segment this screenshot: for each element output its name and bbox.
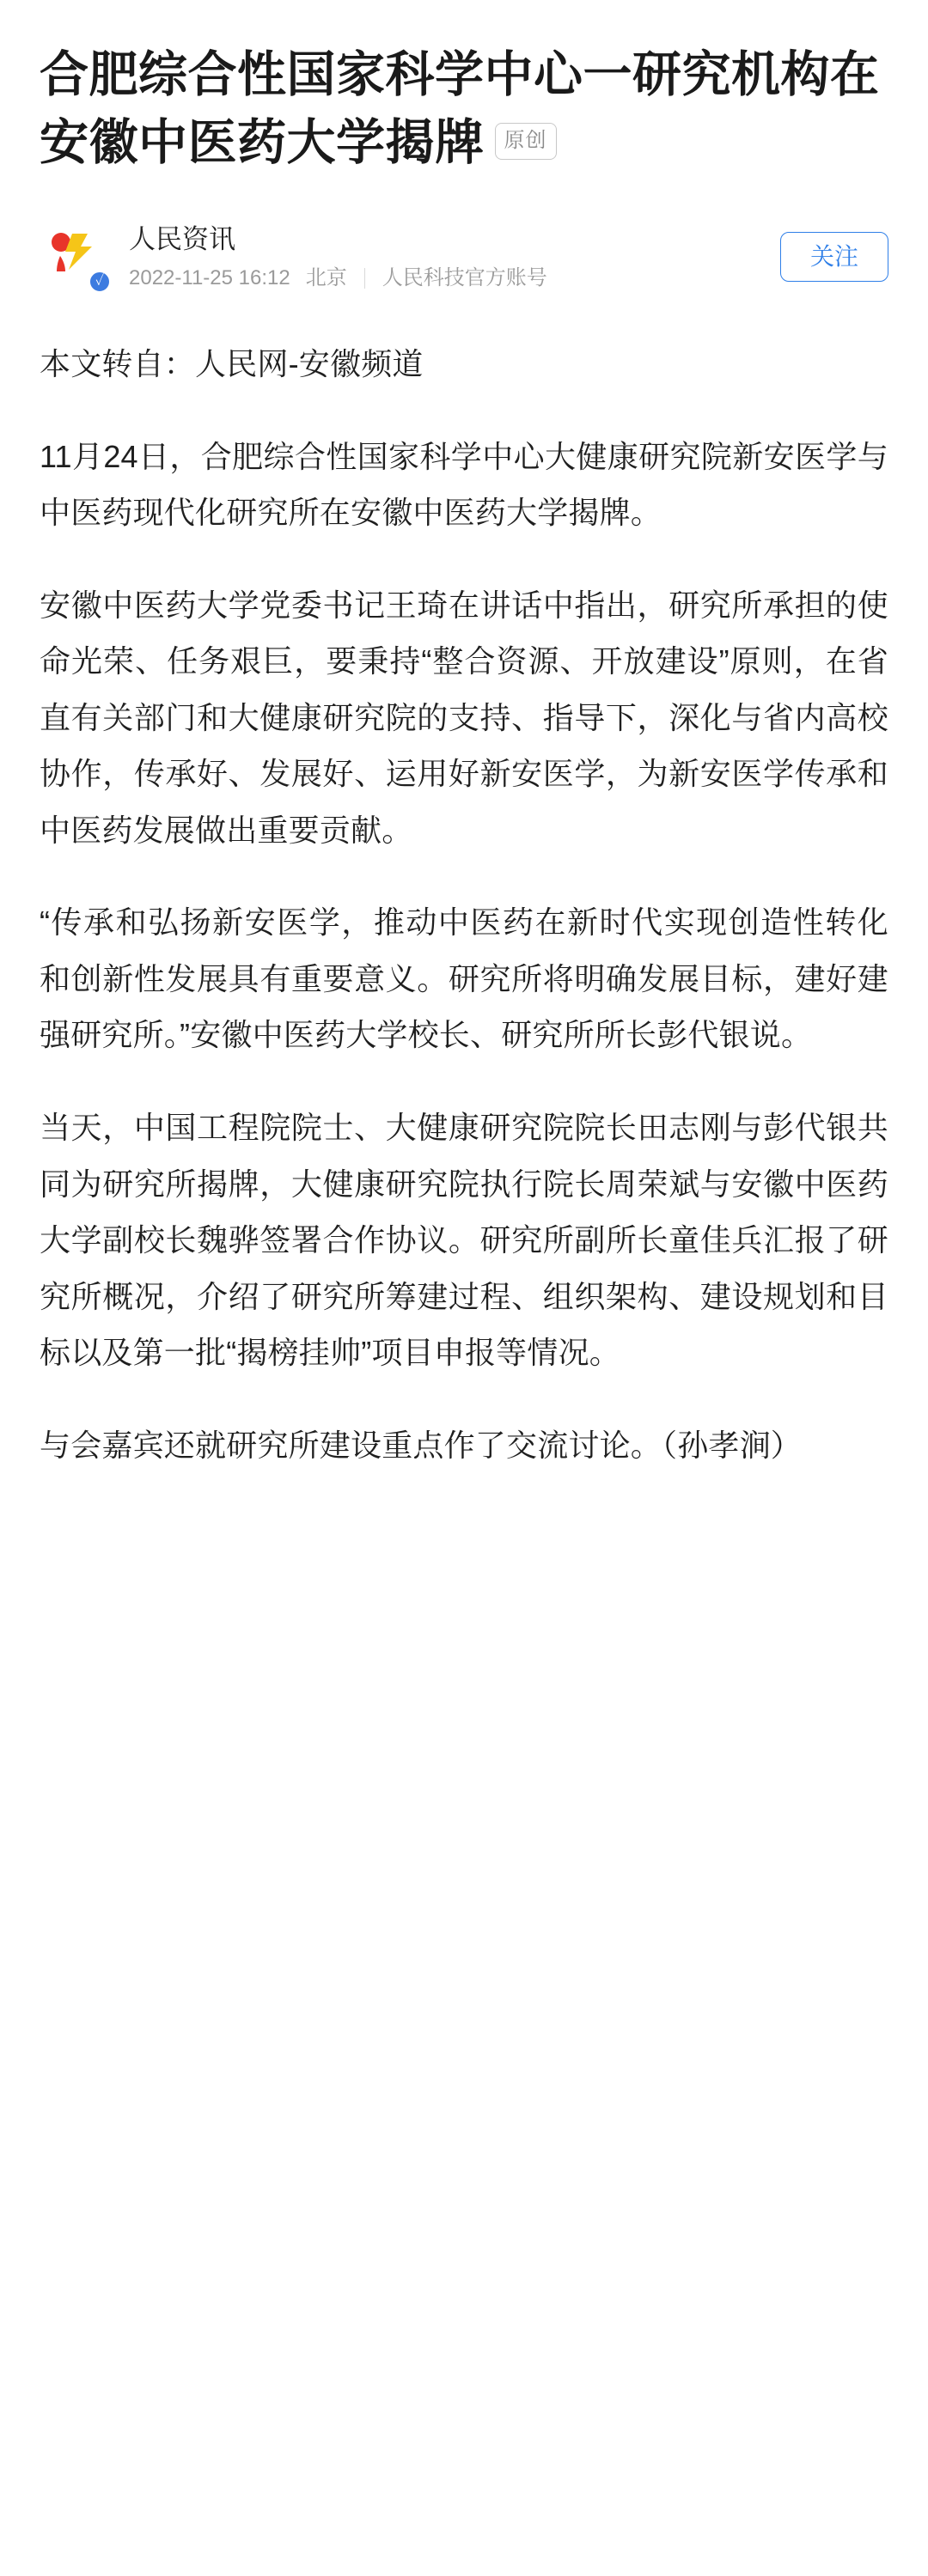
publish-location: 北京	[305, 265, 347, 289]
author-name[interactable]: 人民资讯	[129, 224, 235, 255]
verified-check-icon: ✓	[88, 270, 112, 294]
avatar[interactable]	[40, 222, 110, 292]
author-credential: 人民科技官方账号	[382, 265, 547, 289]
article-body	[40, 336, 888, 1473]
publish-time: 2022-11-25 16:12	[129, 265, 290, 289]
paragraph-source: 本文转自：人民网-安徽频道	[40, 346, 424, 382]
page-title-text: 合肥综合性国家科学中心一研究机构在安徽中医药大学揭牌	[40, 47, 880, 170]
meta-line	[129, 266, 780, 291]
paragraph: 当天，中国工程院院士、大健康研究院院长田志刚与彭代银共同为研究所揭牌，大健康研究院执行院长周荣斌与安徽中医药大学副校长魏骅签署合作协议。研究所副所长童佳兵汇报了研究所概况，介绍了研究所筹建过程、组织架构、建设规划和目标以及第一批“揭榜挂帅”项目申报等情况。	[40, 1109, 888, 1371]
paragraph: “传承和弘扬新安医学，推动中医药在新时代实现创造性转化和创新性发展具有重要意义。研究所将明确发展目标，建好建强研究所。”安徽中医药大学校长、研究所所长彭代银说。	[40, 904, 888, 1053]
page-title	[40, 41, 888, 176]
author-meta	[129, 223, 780, 290]
paragraph: 11月24日，合肥综合性国家科学中心大健康研究院新安医学与中医药现代化研究所在安徽中医药大学揭牌。	[40, 438, 888, 531]
title-block	[40, 41, 888, 176]
paragraph: 安徽中医药大学党委书记王琦在讲话中指出，研究所承担的使命光荣、任务艰巨，要秉持“整合资源、开放建设”原则，在省直有关部门和大健康研究院的支持、指导下，深化与省内高校协作，传承好、发展好、运用好新安医学，为新安医学传承和中医药发展做出重要贡献。	[40, 587, 888, 848]
meta-divider	[364, 268, 365, 289]
follow-button[interactable]: 关注	[780, 232, 888, 282]
author-row	[40, 216, 888, 298]
paragraph: 与会嘉宾还就研究所建设重点作了交流讨论。（孙孝涧）	[40, 1427, 803, 1463]
original-badge: 原创	[495, 123, 557, 160]
